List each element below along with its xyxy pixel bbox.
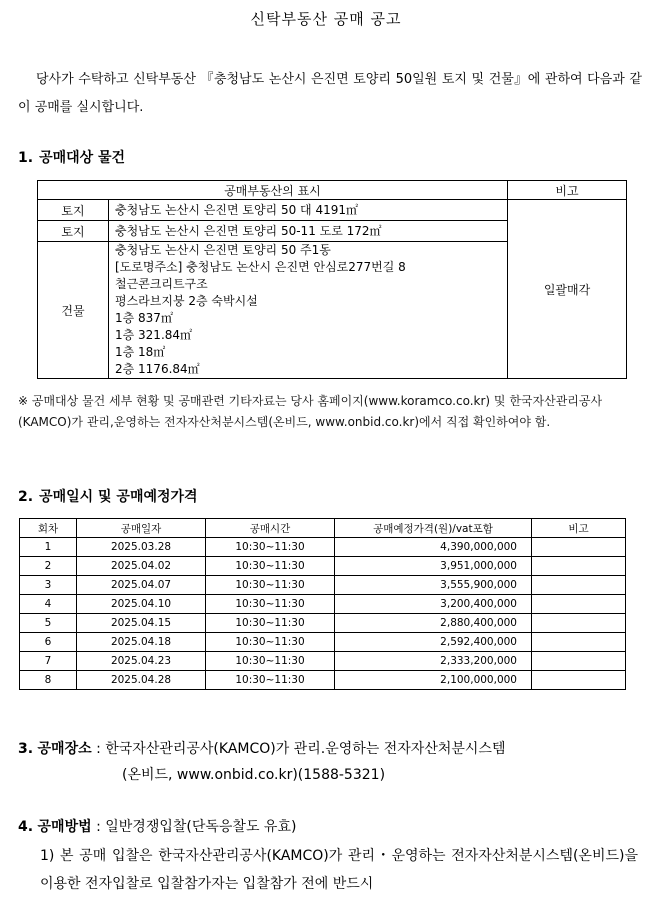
cell-date: 2025.04.10 [77, 595, 206, 614]
cell-date: 2025.03.28 [77, 538, 206, 557]
section2-number: 2. [18, 489, 34, 505]
cell-round: 7 [20, 652, 77, 671]
building-line: 1층 18㎡ [115, 345, 166, 359]
section3 [18, 736, 505, 788]
col-date: 공매일자 [77, 519, 206, 538]
property-kind: 건물 [38, 242, 109, 379]
section3-label: 공매장소 [37, 741, 92, 757]
cell-price: 3,555,900,000 [335, 576, 532, 595]
building-line: [도로명주소] 충청남도 논산시 은진면 안심로277번길 8 [115, 260, 406, 274]
building-line: 1층 837㎡ [115, 311, 173, 325]
section4-value: : 일반경쟁입찰(단독응찰도 유효) [96, 819, 297, 835]
cell-note [532, 671, 626, 690]
col-price: 공매예정가격(원)/vat포함 [335, 519, 532, 538]
cell-time: 10:30~11:30 [206, 557, 335, 576]
cell-price: 2,880,400,000 [335, 614, 532, 633]
section4-label: 공매방법 [37, 819, 92, 835]
cell-price: 4,390,000,000 [335, 538, 532, 557]
cell-round: 1 [20, 538, 77, 557]
table-row [20, 576, 626, 595]
building-line: 2층 1176.84㎡ [115, 362, 200, 376]
section3-number: 3. [18, 741, 34, 757]
section4-item1: 1) 본 공매 입찰은 한국자산관리공사(KAMCO)가 관리・운영하는 전자자산처분시스템(온비드)을 이용한 전자입찰로 입찰참가자는 입찰참가 전에 반드시 [40, 848, 638, 892]
building-line: 충청남도 논산시 은진면 토양리 50 주1동 [115, 243, 331, 257]
section4-number: 4. [18, 819, 34, 835]
property-address: 충청남도 논산시 은진면 토양리 50 대 4191㎡ [109, 200, 508, 221]
cell-time: 10:30~11:30 [206, 576, 335, 595]
table-row [20, 595, 626, 614]
property-display-header: 공매부동산의 표시 [38, 181, 508, 200]
cell-round: 5 [20, 614, 77, 633]
section1-title: 공매대상 물건 [39, 150, 126, 166]
section3-value: : 한국자산관리공사(KAMCO)가 관리.운영하는 전자자산처분시스템 [96, 741, 506, 757]
section2-title: 공매일시 및 공매예정가격 [39, 489, 198, 505]
cell-date: 2025.04.02 [77, 557, 206, 576]
section3-line2: (온비드, www.onbid.co.kr)(1588-5321) [122, 767, 386, 783]
intro-paragraph [18, 66, 642, 122]
property-kind: 토지 [38, 200, 109, 221]
table-row [20, 671, 626, 690]
property-note-header: 비고 [508, 181, 627, 200]
building-line: 1층 321.84㎡ [115, 328, 193, 342]
cell-round: 3 [20, 576, 77, 595]
building-details [109, 242, 508, 379]
cell-time: 10:30~11:30 [206, 538, 335, 557]
building-line: 평스라브지붕 2층 숙박시설 [115, 294, 258, 308]
property-address: 충청남도 논산시 은진면 토양리 50-11 도로 172㎡ [109, 221, 508, 242]
cell-time: 10:30~11:30 [206, 633, 335, 652]
table-row [20, 557, 626, 576]
col-round: 회차 [20, 519, 77, 538]
cell-price: 3,200,400,000 [335, 595, 532, 614]
building-line: 철근콘크리트구조 [115, 277, 208, 291]
table-row [20, 633, 626, 652]
table-row [20, 538, 626, 557]
cell-round: 8 [20, 671, 77, 690]
cell-price: 3,951,000,000 [335, 557, 532, 576]
section1-heading [18, 147, 125, 167]
property-note: 일괄매각 [508, 200, 627, 379]
cell-price: 2,333,200,000 [335, 652, 532, 671]
page-title: 신탁부동산 공매 공고 [250, 10, 402, 28]
col-time: 공매시간 [206, 519, 335, 538]
cell-date: 2025.04.23 [77, 652, 206, 671]
col-note: 비고 [532, 519, 626, 538]
section3-line1 [18, 736, 505, 762]
cell-note [532, 652, 626, 671]
schedule-table [19, 518, 626, 690]
cell-price: 2,592,400,000 [335, 633, 532, 652]
cell-note [532, 538, 626, 557]
cell-round: 2 [20, 557, 77, 576]
table-row [20, 614, 626, 633]
section4 [18, 816, 296, 836]
cell-price: 2,100,000,000 [335, 671, 532, 690]
cell-note [532, 576, 626, 595]
cell-note [532, 614, 626, 633]
cell-date: 2025.04.28 [77, 671, 206, 690]
cell-note [532, 595, 626, 614]
cell-time: 10:30~11:30 [206, 671, 335, 690]
cell-note [532, 557, 626, 576]
cell-time: 10:30~11:30 [206, 614, 335, 633]
property-kind: 토지 [38, 221, 109, 242]
cell-round: 6 [20, 633, 77, 652]
section2-heading [18, 486, 198, 506]
intro-text: 당사가 수탁하고 신탁부동산 『충청남도 논산시 은진면 토양리 50일원 토지 및 건물』에 관하여 다음과 같이 공매를 실시합니다. [18, 72, 642, 115]
section1-number: 1. [18, 150, 34, 166]
cell-date: 2025.04.07 [77, 576, 206, 595]
cell-date: 2025.04.18 [77, 633, 206, 652]
cell-note [532, 633, 626, 652]
cell-time: 10:30~11:30 [206, 595, 335, 614]
cell-time: 10:30~11:30 [206, 652, 335, 671]
cell-round: 4 [20, 595, 77, 614]
property-table [37, 180, 627, 379]
footnote: ※ 공매대상 물건 세부 현황 및 공매관련 기타자료는 당사 홈페이지(www.koramco.co.kr) 및 한국자산관리공사(KAMCO)가 관리,운영하는 전자자산처분시스템(온비드, www.onbid.co.kr)에서 직접 확인하여야 함. [18, 394, 603, 429]
cell-date: 2025.04.15 [77, 614, 206, 633]
table-row [20, 652, 626, 671]
